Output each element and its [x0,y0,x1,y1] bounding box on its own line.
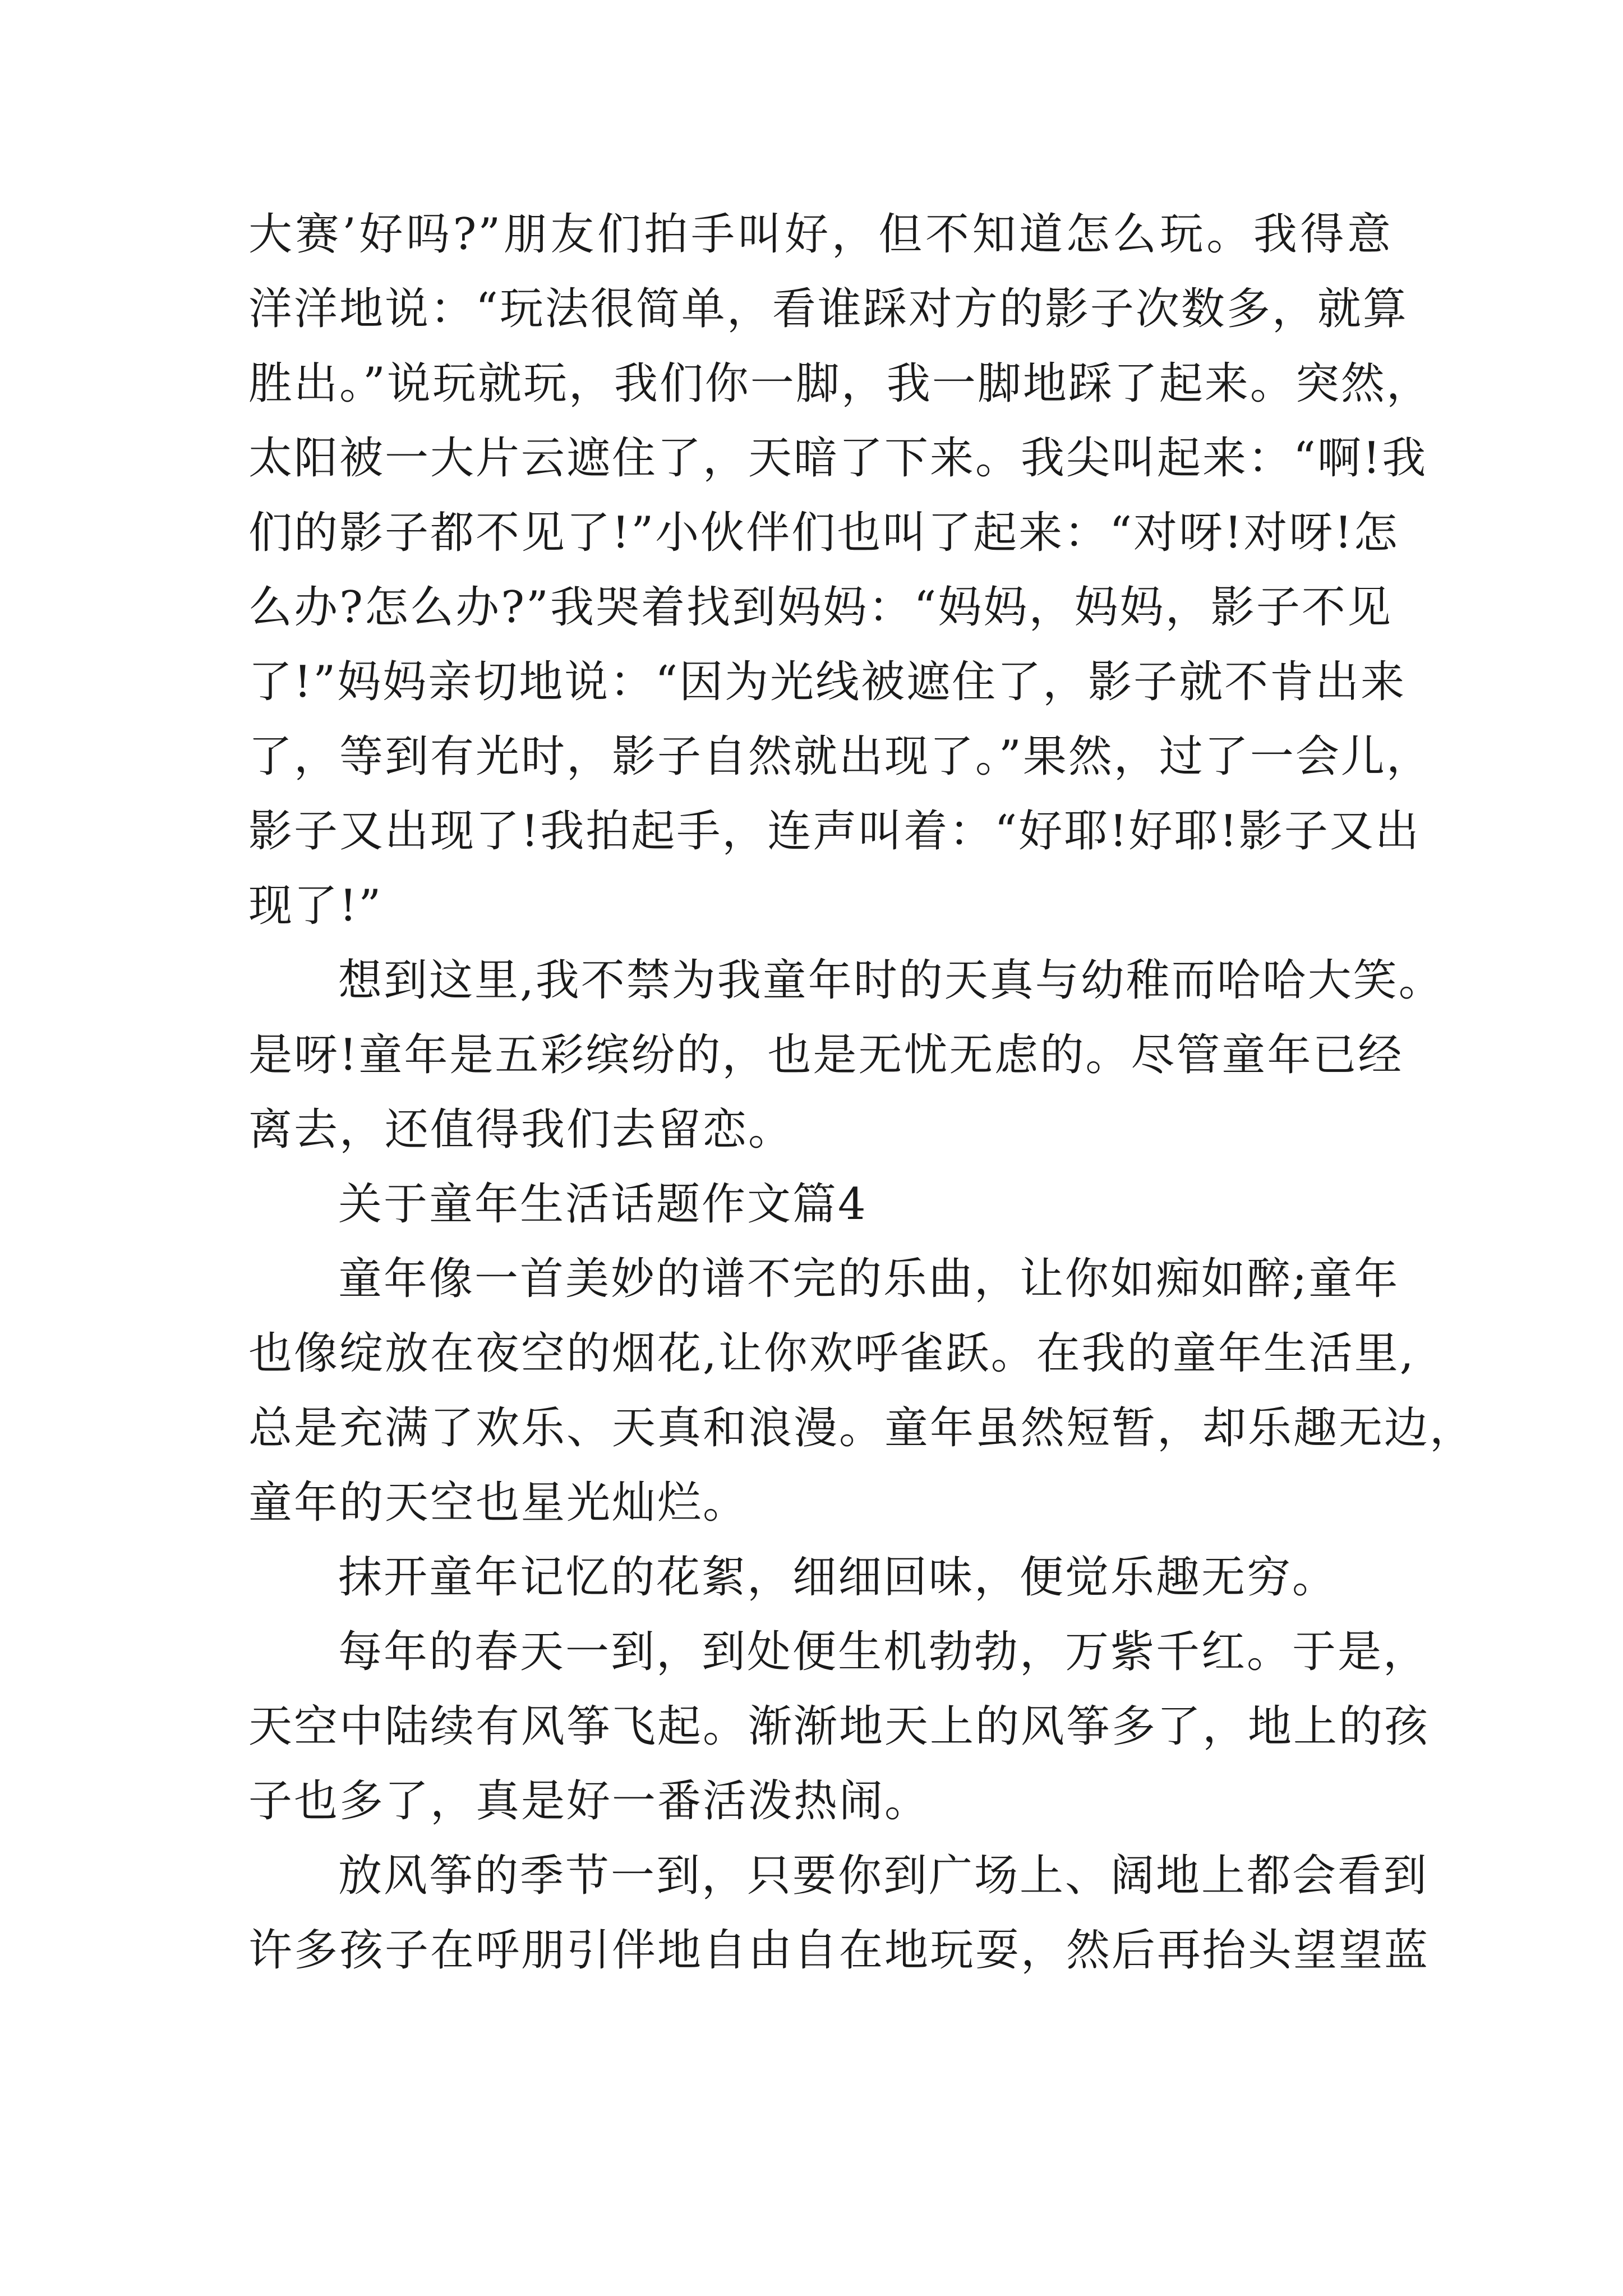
text-line: 胜出。”说玩就玩，我们你一脚，我一脚地踩了起来。突然， [248,358,1432,409]
text-line: 大赛’好吗?”朋友们拍手叫好，但不知道怎么玩。我得意 [248,209,1393,260]
text-line: 每年的春天一到，到处便生机勃勃，万紫千红。于是， [338,1627,1429,1677]
paragraph-4 [248,1540,1393,1615]
text-line: 放风筝的季节一到，只要你到广场上、阔地上都会看到 [338,1851,1429,1901]
text-line: 是呀!童年是五彩缤纷的，也是无忧无虑的。尽管童年已经 [248,1030,1404,1080]
text-line: 总是充满了欢乐、天真和浪漫。童年虽然短暂，却乐趣无边， [248,1403,1476,1453]
text-line: 太阳被一大片云遮住了，天暗了下来。我尖叫起来：“啊!我 [248,433,1428,484]
text-line: 抹开童年记忆的花絮，细细回味，便觉乐趣无穷。 [338,1552,1338,1603]
paragraph-3 [248,1242,1476,1540]
text-line: 了，等到有光时，影子自然就出现了。”果然，过了一会儿， [248,731,1432,782]
text-line: 想到这里,我不禁为我童年时的天真与幼稚而哈哈大笑。 [338,955,1444,1006]
paragraph-1 [248,197,1432,944]
text-line: 离去，还值得我们去留恋。 [248,1105,794,1155]
text-line: 子也多了，真是好一番活泼热闹。 [248,1776,930,1826]
text-line: 天空中陆续有风筝飞起。渐渐地天上的风筝多了，地上的孩 [248,1701,1430,1752]
paragraph-5 [248,1615,1430,1839]
text-line: 们的影子都不见了!”小伙伴们也叫了起来：“对呀!对呀!怎 [248,508,1399,558]
heading-text: 关于童年生活话题作文篇4 [338,1179,868,1230]
text-line: 洋洋地说：“玩法很简单，看谁踩对方的影子次数多，就算 [248,284,1408,334]
text-line: 许多孩子在呼朋引伴地自由自在地玩耍，然后再抬头望望蓝 [248,1925,1430,1976]
section-heading [248,1167,1393,1242]
text-line: 影子又出现了!我拍起手，连声叫着：“好耶!好耶!影子又出 [248,806,1421,857]
text-line: 现了!” [248,881,383,931]
text-line: 也像绽放在夜空的烟花,让你欢呼雀跃。在我的童年生活里, [248,1328,1415,1379]
paragraph-2 [248,944,1444,1167]
paragraph-6 [248,1839,1430,1988]
text-line: 了!”妈妈亲切地说：“因为光线被遮住了，影子就不肯出来 [248,657,1407,707]
text-line: 童年的天空也星光灿烂。 [248,1478,749,1528]
text-line: 么办?怎么办?”我哭着找到妈妈：“妈妈，妈妈，影子不见 [248,582,1393,633]
text-line: 童年像一首美妙的谱不完的乐曲，让你如痴如醉;童年 [338,1254,1400,1304]
article-body [248,197,1476,1988]
